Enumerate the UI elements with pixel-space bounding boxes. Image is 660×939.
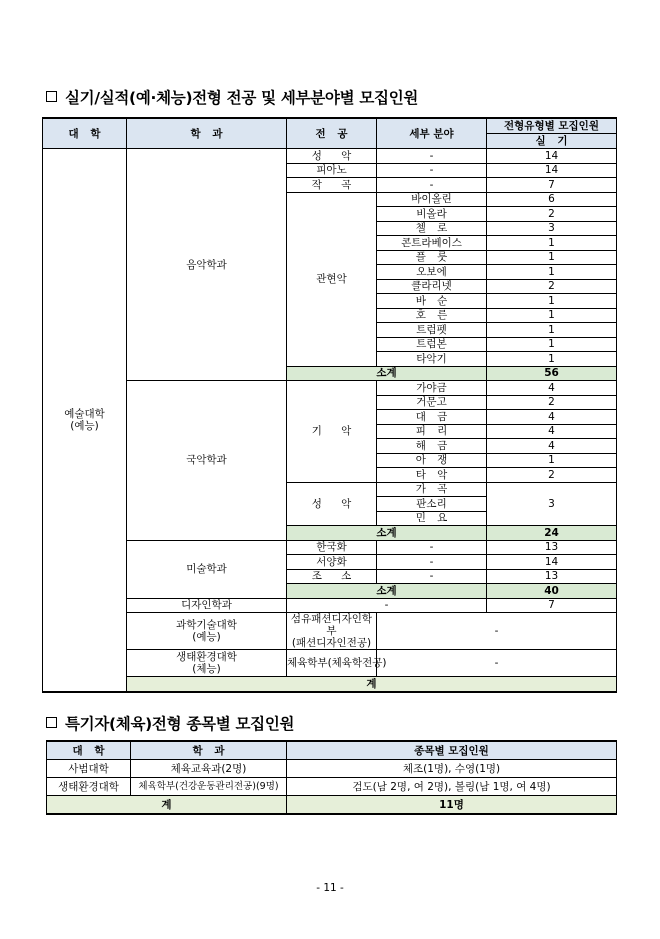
table-header-row <box>43 118 617 134</box>
header-field: 세부 분야 <box>377 118 487 149</box>
college-science: 과학기술대학 (예능) <box>127 613 287 650</box>
section1-heading <box>46 86 418 108</box>
table-row: 아 쟁 1 <box>43 453 617 468</box>
table-row: 생태환경대학 (체능) 체육학부(체육학전공) - <box>43 650 617 677</box>
header-dept: 학 과 <box>127 118 287 149</box>
dept-korean-music: 국악학과 <box>127 381 287 541</box>
table-row: 타 악 2 <box>43 468 617 483</box>
section2-title: 특기자(체육)전형 종목별 모집인원 <box>65 715 295 733</box>
checkbox-bullet-icon <box>46 91 57 102</box>
header-major: 전 공 <box>287 118 377 149</box>
dept-physical-ed: 체육학부(체육학전공) <box>287 650 377 677</box>
checkbox-bullet-icon <box>46 717 57 728</box>
fine-arts-subtotal: 40 <box>487 584 617 599</box>
table-row: 관현악 바이올린 6 <box>43 192 617 207</box>
table-row: 사범대학 체육교육과(2명) 체조(1명), 수영(1명) <box>47 760 617 778</box>
table-row: 국악학과 기 악 가야금 4 <box>43 381 617 396</box>
korean-music-subtotal: 24 <box>487 526 617 541</box>
dept-design: 디자인학과 <box>127 598 287 613</box>
admission-quota-table <box>42 117 617 693</box>
subtotal-row: 소계 24 <box>43 526 617 541</box>
section2-heading <box>46 712 294 734</box>
college-eco: 생태환경대학 (체능) <box>127 650 287 677</box>
table-row: 타악기 1 <box>43 352 617 367</box>
table-row: 첼 로 3 <box>43 221 617 236</box>
section1-title: 실기/실적(예·체능)전형 전공 및 세부분야별 모집인원 <box>65 89 419 107</box>
header-practical: 실 기 <box>487 134 617 149</box>
major-orchestra: 관현악 <box>287 192 377 366</box>
table-row: 피아노 - 14 <box>43 163 617 178</box>
table-row: 생태환경대학 체육학부(건강운동관리전공)(9명) 검도(남 2명, 여 2명), 볼링(남 1명, 여 4명) <box>47 778 617 796</box>
table-row: 민 요 <box>43 511 617 526</box>
table-row: 바 순 1 <box>43 294 617 309</box>
total-row: 계 11명 <box>47 796 617 815</box>
athlete-total: 11명 <box>287 796 617 815</box>
table-row: 클라리넷 2 <box>43 279 617 294</box>
table-row: 서양화 - 14 <box>43 555 617 570</box>
page-number: - 11 - <box>316 882 344 894</box>
table-row: 과학기술대학 (예능) 섬유패션디자인학부 (패션디자인전공) - <box>43 613 617 650</box>
table-row: 거문고 2 <box>43 395 617 410</box>
table-row: 작 곡 - 7 <box>43 178 617 193</box>
music-subtotal: 56 <box>487 366 617 381</box>
header-college: 대 학 <box>43 118 127 149</box>
subtotal-row: 소계 40 <box>43 584 617 599</box>
table-row: 조 소 - 13 <box>43 569 617 584</box>
table-row: 해 금 4 <box>43 439 617 454</box>
table-row: 호 른 1 <box>43 308 617 323</box>
college-arts: 예술대학 (예능) <box>43 149 127 692</box>
athlete-quota-table <box>46 740 617 815</box>
table-header-row: 대 학 학 과 종목별 모집인원 <box>47 741 617 760</box>
table-row: 트럼본 1 <box>43 337 617 352</box>
subtotal-row: 소계 56 <box>43 366 617 381</box>
table-row: 피 리 4 <box>43 424 617 439</box>
table-row: 비올라 2 <box>43 207 617 222</box>
dept-textile: 섬유패션디자인학부 (패션디자인전공) <box>287 613 377 650</box>
total-row: 계 <box>43 677 617 692</box>
table-row: 오보에 1 <box>43 265 617 280</box>
header-quota: 전형유형별 모집인원 <box>487 118 617 134</box>
dept-music: 음악학과 <box>127 149 287 381</box>
table-row: 대 금 4 <box>43 410 617 425</box>
table-row: 디자인학과 - 7 <box>43 598 617 613</box>
table-row: 성 악 가 곡 3 <box>43 482 617 497</box>
table-row: 플 룻 1 <box>43 250 617 265</box>
table-row: 미술학과 한국화 - 13 <box>43 540 617 555</box>
table-row: 트럼펫 1 <box>43 323 617 338</box>
table-row: 판소리 <box>43 497 617 512</box>
table-row: 예술대학 (예능) 음악학과 성 악 - 14 <box>43 149 617 164</box>
dept-fine-arts: 미술학과 <box>127 540 287 598</box>
table-row: 콘트라베이스 1 <box>43 236 617 251</box>
